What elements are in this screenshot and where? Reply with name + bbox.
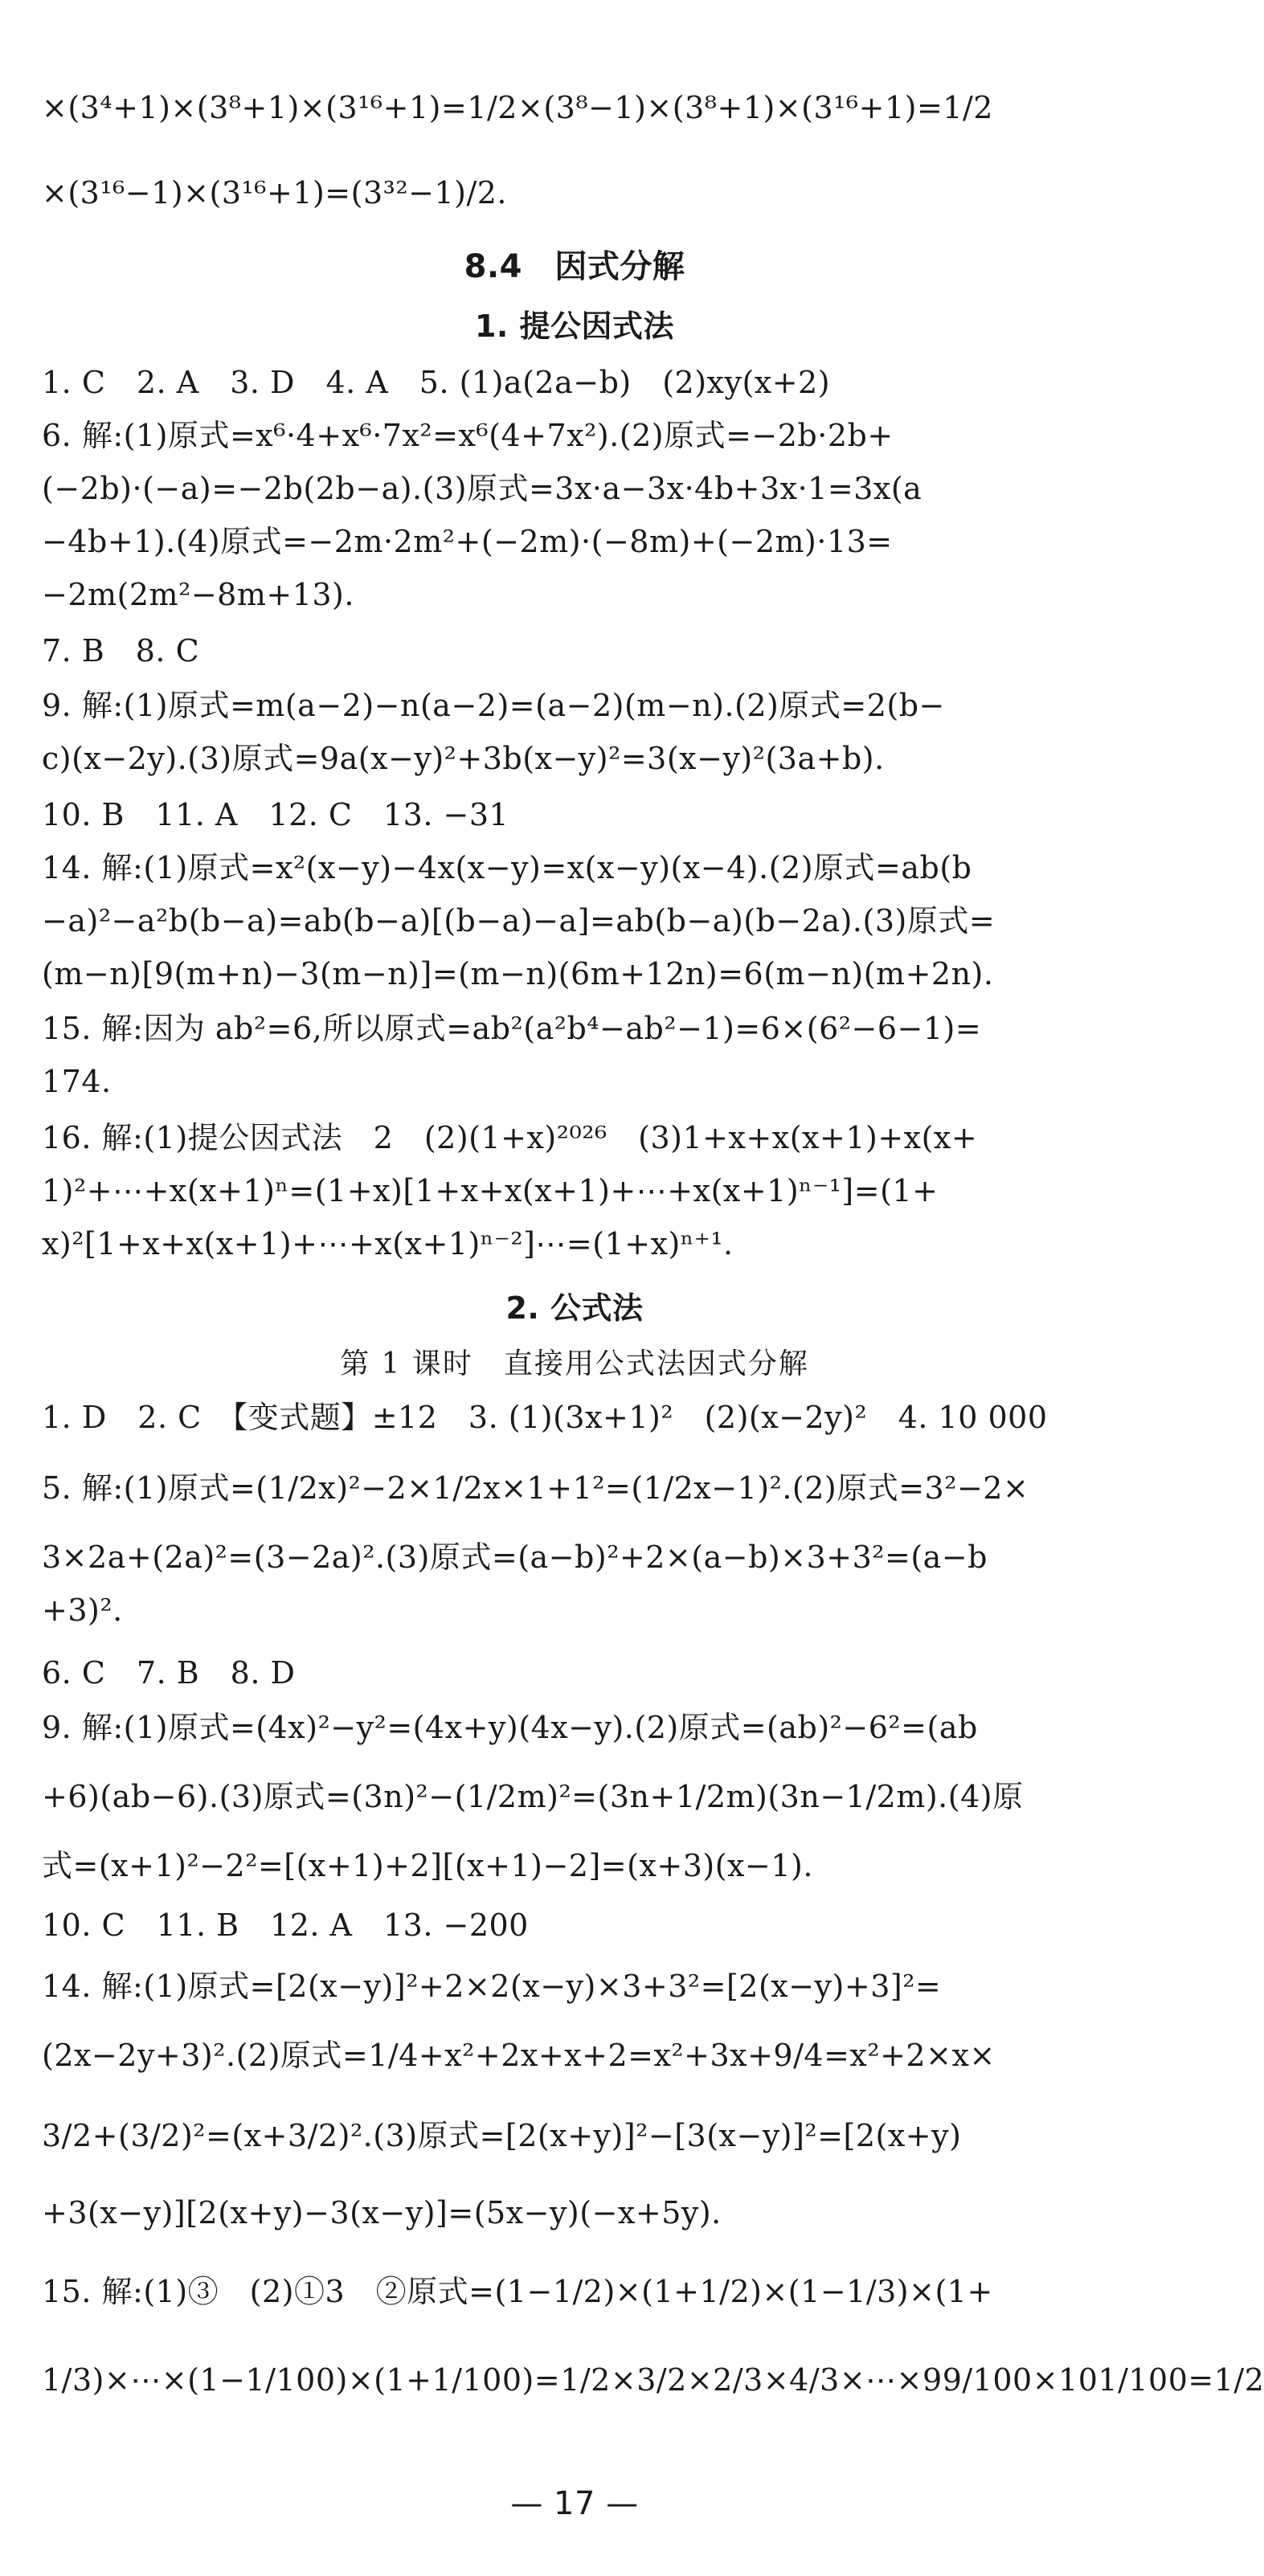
page-number: — 17 — <box>510 2485 639 2522</box>
answer-line: 3/2+(3/2)²=(x+3/2)².(3)原式=[2(x+y)]²−[3(x−y)]²=[2(x+y) <box>42 2118 962 2153</box>
answer-line: +6)(ab−6).(3)原式=(3n)²−(1/2m)²=(3n+1/2m)(3n−1/2m).(4)原 <box>42 1779 1024 1814</box>
subsection-title-2: 2. 公式法 <box>505 1290 644 1326</box>
section-title: 8.4 因式分解 <box>464 248 685 285</box>
answer-line: 16. 解:(1)提公因式法 2 (2)(1+x)²⁰²⁶ (3)1+x+x(x+1)+x(x+ <box>42 1120 978 1155</box>
answer-line: 式=(x+1)²−2²=[(x+1)+2][(x+1)−2]=(x+3)(x−1). <box>42 1848 813 1883</box>
answer-line: 9. 解:(1)原式=m(a−2)−n(a−2)=(a−2)(m−n).(2)原式=2(b− <box>42 688 945 723</box>
answer-line: 174. <box>42 1064 112 1099</box>
answer-line: x)²[1+x+x(x+1)+⋯+x(x+1)ⁿ⁻²]⋯=(1+x)ⁿ⁺¹. <box>42 1226 734 1261</box>
answer-line: 6. 解:(1)原式=x⁶·4+x⁶·7x²=x⁶(4+7x²).(2)原式=−2b·2b+ <box>42 418 894 453</box>
lesson-title: 第 1 课时 直接用公式法因式分解 <box>340 1347 809 1380</box>
answer-line: 5. 解:(1)原式=(1/2x)²−2×1/2x×1+1²=(1/2x−1)².(2)原式=3²−2× <box>42 1470 1029 1506</box>
answer-line: 1. C 2. A 3. D 4. A 5. (1)a(2a−b) (2)xy(x+2) <box>42 365 831 400</box>
answer-line: 10. B 11. A 12. C 13. −31 <box>42 797 509 832</box>
answer-line: +3)². <box>42 1593 123 1628</box>
answer-line: (2x−2y+3)².(2)原式=1/4+x²+2x+x+2=x²+3x+9/4=x²+2×x× <box>42 2038 996 2073</box>
answer-line: −2m(2m²−8m+13). <box>42 577 354 612</box>
answer-line: 1. D 2. C 【变式题】±12 3. (1)(3x+1)² (2)(x−2y)² 4. 10 000 <box>42 1400 1048 1435</box>
answer-line: 1)²+⋯+x(x+1)ⁿ=(1+x)[1+x+x(x+1)+⋯+x(x+1)ⁿ⁻¹]=(1+ <box>42 1173 939 1208</box>
answer-line: −4b+1).(4)原式=−2m·2m²+(−2m)·(−8m)+(−2m)·13= <box>42 524 893 559</box>
answer-line: 7. B 8. C <box>42 633 200 669</box>
answer-line: (−2b)·(−a)=−2b(2b−a).(3)原式=3x·a−3x·4b+3x·1=3x(a <box>42 471 922 506</box>
text-line-1: ×(3⁴+1)×(3⁸+1)×(3¹⁶+1)=1/2×(3⁸−1)×(3⁸+1)×(3¹⁶+1)=1/2 <box>42 90 993 125</box>
answer-line: 14. 解:(1)原式=x²(x−y)−4x(x−y)=x(x−y)(x−4).(2)原式=ab(b <box>42 850 972 885</box>
answer-line: 1/3)×⋯×(1−1/100)×(1+1/100)=1/2×3/2×2/3×4/3×⋯×99/100×101/100=1/2 <box>42 2362 1264 2398</box>
answer-line: −a)²−a²b(b−a)=ab(b−a)[(b−a)−a]=ab(b−a)(b−2a).(3)原式= <box>42 903 996 938</box>
answer-line: +3(x−y)][2(x+y)−3(x−y)]=(5x−y)(−x+5y). <box>42 2195 722 2230</box>
answer-line: 15. 解:(1)③ (2)①3 ②原式=(1−1/2)×(1+1/2)×(1−1/3)×(1+ <box>42 2274 993 2309</box>
answer-line: 3×2a+(2a)²=(3−2a)².(3)原式=(a−b)²+2×(a−b)×3+3²=(a−b <box>42 1539 988 1575</box>
answer-line: 6. C 7. B 8. D <box>42 1655 296 1691</box>
answer-line: 14. 解:(1)原式=[2(x−y)]²+2×2(x−y)×3+3²=[2(x−y)+3]²= <box>42 1969 942 2004</box>
answer-line: (m−n)[9(m+n)−3(m−n)]=(m−n)(6m+12n)=6(m−n)(m+2n). <box>42 956 994 992</box>
text-line-2: ×(3¹⁶−1)×(3¹⁶+1)=(3³²−1)/2. <box>42 175 508 211</box>
answer-line: c)(x−2y).(3)原式=9a(x−y)²+3b(x−y)²=3(x−y)²(3a+b). <box>42 741 885 776</box>
subsection-title-1: 1. 提公因式法 <box>474 309 675 344</box>
answer-line: 15. 解:因为 ab²=6,所以原式=ab²(a²b⁴−ab²−1)=6×(6²−6−1)= <box>42 1011 982 1046</box>
answer-line: 10. C 11. B 12. A 13. −200 <box>42 1907 529 1943</box>
answer-line: 9. 解:(1)原式=(4x)²−y²=(4x+y)(4x−y).(2)原式=(ab)²−6²=(ab <box>42 1710 978 1745</box>
